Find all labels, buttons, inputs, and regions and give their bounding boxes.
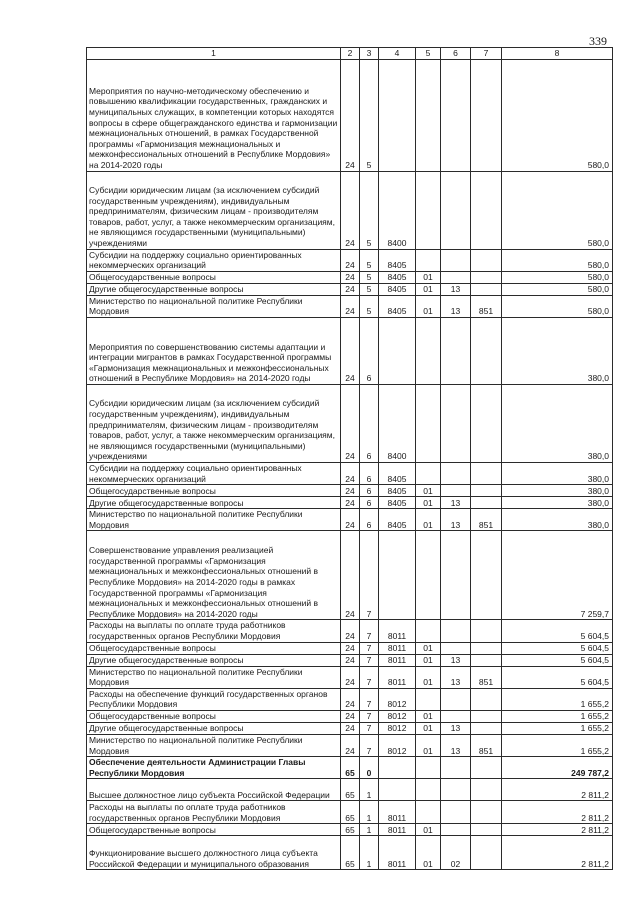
row-code-cell <box>416 620 441 642</box>
row-code-cell: 8405 <box>379 462 416 484</box>
row-code-cell: 1 <box>360 801 379 824</box>
row-code-cell: 7 <box>360 734 379 756</box>
row-code-cell: 8011 <box>379 836 416 870</box>
row-code-cell <box>471 59 502 171</box>
row-code-cell: 6 <box>360 317 379 384</box>
row-code-cell: 24 <box>341 249 360 271</box>
row-name-cell: Общегосударственные вопросы <box>87 824 341 836</box>
table-row <box>87 497 613 509</box>
table-row <box>87 666 613 688</box>
row-sum-cell: 1 655,2 <box>502 710 613 722</box>
row-code-cell <box>416 317 441 384</box>
row-code-cell <box>471 779 502 801</box>
header-cell: 8 <box>502 48 613 60</box>
row-code-cell <box>441 271 471 283</box>
row-code-cell <box>471 688 502 710</box>
row-sum-cell: 7 259,7 <box>502 531 613 620</box>
row-code-cell <box>416 384 441 462</box>
row-code-cell: 24 <box>341 688 360 710</box>
row-code-cell <box>416 249 441 271</box>
header-cell: 2 <box>341 48 360 60</box>
row-code-cell <box>471 271 502 283</box>
row-name-cell: Субсидии юридическим лицам (за исключением субсидий государственным учреждениям), индивидуальным предпринимателям, физическим лицам - производителям товаров, работ, услуг, а также некоммерческим организациям, не являющимся государственными (муниципальными) учреждениями <box>87 171 341 249</box>
row-code-cell <box>441 779 471 801</box>
table-row <box>87 801 613 824</box>
row-code-cell <box>416 531 441 620</box>
row-code-cell: 851 <box>471 509 502 531</box>
row-code-cell <box>441 824 471 836</box>
row-code-cell: 8012 <box>379 722 416 734</box>
table-row <box>87 734 613 756</box>
row-code-cell: 5 <box>360 283 379 295</box>
row-code-cell <box>416 779 441 801</box>
row-name-cell: Расходы на выплаты по оплате труда работников государственных органов Республики Мордовия <box>87 620 341 642</box>
header-cell: 5 <box>416 48 441 60</box>
row-sum-cell: 2 811,2 <box>502 779 613 801</box>
row-code-cell: 851 <box>471 295 502 317</box>
row-code-cell <box>416 59 441 171</box>
row-code-cell <box>441 317 471 384</box>
row-code-cell <box>379 59 416 171</box>
row-code-cell: 24 <box>341 485 360 497</box>
table-row <box>87 462 613 484</box>
row-code-cell: 01 <box>416 295 441 317</box>
row-code-cell <box>416 171 441 249</box>
table-header-row <box>87 48 613 60</box>
row-code-cell: 65 <box>341 801 360 824</box>
row-code-cell: 01 <box>416 642 441 654</box>
table-row <box>87 824 613 836</box>
row-code-cell: 24 <box>341 462 360 484</box>
table-row <box>87 295 613 317</box>
row-code-cell: 24 <box>341 295 360 317</box>
row-name-cell: Общегосударственные вопросы <box>87 485 341 497</box>
row-name-cell: Министерство по национальной политике Республики Мордовия <box>87 666 341 688</box>
row-sum-cell: 580,0 <box>502 295 613 317</box>
row-code-cell: 8400 <box>379 171 416 249</box>
row-code-cell: 13 <box>441 283 471 295</box>
row-code-cell: 24 <box>341 734 360 756</box>
row-code-cell: 8400 <box>379 384 416 462</box>
row-code-cell: 01 <box>416 710 441 722</box>
table-row <box>87 642 613 654</box>
row-code-cell <box>441 642 471 654</box>
row-code-cell <box>471 722 502 734</box>
row-code-cell: 24 <box>341 710 360 722</box>
row-code-cell <box>471 531 502 620</box>
row-code-cell: 24 <box>341 384 360 462</box>
row-sum-cell: 1 655,2 <box>502 722 613 734</box>
row-code-cell <box>441 801 471 824</box>
row-code-cell: 5 <box>360 59 379 171</box>
row-code-cell: 01 <box>416 509 441 531</box>
row-code-cell <box>471 462 502 484</box>
row-sum-cell: 580,0 <box>502 249 613 271</box>
row-code-cell <box>416 801 441 824</box>
row-code-cell: 8405 <box>379 295 416 317</box>
row-code-cell <box>441 757 471 779</box>
header-cell: 1 <box>87 48 341 60</box>
row-code-cell: 7 <box>360 654 379 666</box>
row-code-cell: 01 <box>416 836 441 870</box>
row-code-cell <box>416 757 441 779</box>
row-code-cell <box>471 249 502 271</box>
row-code-cell <box>471 642 502 654</box>
row-code-cell <box>416 462 441 484</box>
row-sum-cell: 380,0 <box>502 485 613 497</box>
table-row <box>87 836 613 870</box>
row-name-cell: Расходы на обеспечение функций государственных органов Республики Мордовия <box>87 688 341 710</box>
row-name-cell: Другие общегосударственные вопросы <box>87 654 341 666</box>
row-name-cell: Совершенствование управления реализацией государственной программы «Гармонизация межнациональных и межконфессиональных отношений в Республике Мордовия» на 2014-2020 годы в рамках Государственной программы «Гармонизация межнациональных и межконфессиональных отношений в Республике Мордовия» на 2014-2020 годы <box>87 531 341 620</box>
row-sum-cell: 5 604,5 <box>502 620 613 642</box>
row-code-cell: 24 <box>341 509 360 531</box>
row-code-cell <box>471 801 502 824</box>
row-code-cell: 24 <box>341 317 360 384</box>
table-row <box>87 531 613 620</box>
row-code-cell: 8012 <box>379 688 416 710</box>
row-code-cell: 8405 <box>379 283 416 295</box>
row-code-cell: 6 <box>360 462 379 484</box>
row-name-cell: Субсидии на поддержку социально ориентированных некоммерческих организаций <box>87 249 341 271</box>
row-code-cell: 8405 <box>379 485 416 497</box>
row-code-cell: 24 <box>341 666 360 688</box>
row-code-cell: 1 <box>360 836 379 870</box>
row-sum-cell: 580,0 <box>502 59 613 171</box>
row-code-cell: 8011 <box>379 666 416 688</box>
table-row <box>87 271 613 283</box>
row-code-cell: 7 <box>360 666 379 688</box>
table-row <box>87 722 613 734</box>
row-sum-cell: 5 604,5 <box>502 654 613 666</box>
row-code-cell <box>379 531 416 620</box>
row-sum-cell: 380,0 <box>502 462 613 484</box>
row-code-cell <box>441 384 471 462</box>
row-code-cell: 1 <box>360 779 379 801</box>
row-name-cell: Общегосударственные вопросы <box>87 642 341 654</box>
row-code-cell: 24 <box>341 642 360 654</box>
row-code-cell: 65 <box>341 836 360 870</box>
row-code-cell: 01 <box>416 497 441 509</box>
row-code-cell <box>379 317 416 384</box>
row-code-cell: 8011 <box>379 654 416 666</box>
row-code-cell: 24 <box>341 654 360 666</box>
table-row <box>87 509 613 531</box>
row-code-cell: 8405 <box>379 271 416 283</box>
row-name-cell: Другие общегосударственные вопросы <box>87 283 341 295</box>
row-code-cell: 851 <box>471 666 502 688</box>
row-code-cell <box>379 757 416 779</box>
row-code-cell: 5 <box>360 295 379 317</box>
table-row <box>87 317 613 384</box>
header-cell: 6 <box>441 48 471 60</box>
header-cell: 7 <box>471 48 502 60</box>
row-code-cell: 7 <box>360 710 379 722</box>
row-code-cell: 7 <box>360 531 379 620</box>
row-code-cell <box>441 485 471 497</box>
row-name-cell: Расходы на выплаты по оплате труда работников государственных органов Республики Мордовия <box>87 801 341 824</box>
row-code-cell: 5 <box>360 249 379 271</box>
table-body <box>87 48 613 870</box>
row-code-cell: 24 <box>341 620 360 642</box>
row-code-cell: 8405 <box>379 497 416 509</box>
row-sum-cell: 580,0 <box>502 171 613 249</box>
row-code-cell <box>441 249 471 271</box>
row-code-cell: 13 <box>441 666 471 688</box>
row-code-cell <box>471 485 502 497</box>
row-code-cell <box>471 384 502 462</box>
row-code-cell <box>441 710 471 722</box>
row-code-cell <box>471 497 502 509</box>
row-sum-cell: 2 811,2 <box>502 824 613 836</box>
row-sum-cell: 2 811,2 <box>502 801 613 824</box>
row-code-cell: 01 <box>416 666 441 688</box>
row-sum-cell: 380,0 <box>502 509 613 531</box>
table-row <box>87 757 613 779</box>
row-code-cell <box>441 59 471 171</box>
row-code-cell: 8012 <box>379 734 416 756</box>
row-code-cell: 13 <box>441 509 471 531</box>
row-code-cell: 13 <box>441 497 471 509</box>
row-name-cell: Субсидии на поддержку социально ориентированных некоммерческих организаций <box>87 462 341 484</box>
row-code-cell: 8405 <box>379 509 416 531</box>
row-code-cell: 65 <box>341 757 360 779</box>
row-code-cell: 01 <box>416 283 441 295</box>
row-code-cell <box>441 620 471 642</box>
row-code-cell: 24 <box>341 497 360 509</box>
page-number: 339 <box>589 34 607 48</box>
row-code-cell: 7 <box>360 688 379 710</box>
row-code-cell: 24 <box>341 171 360 249</box>
row-name-cell: Функционирование высшего должностного лица субъекта Российской Федерации и муниципального образования <box>87 836 341 870</box>
row-name-cell: Другие общегосударственные вопросы <box>87 722 341 734</box>
row-code-cell: 01 <box>416 824 441 836</box>
row-name-cell: Мероприятия по совершенствованию системы адаптации и интеграции мигрантов в рамках Государственной программы «Гармонизация межнациональных и межконфессиональных отношений в Республике Мордовия» на 2014-2020 годы <box>87 317 341 384</box>
row-code-cell: 13 <box>441 295 471 317</box>
row-code-cell: 5 <box>360 171 379 249</box>
row-code-cell: 24 <box>341 531 360 620</box>
row-name-cell: Министерство по национальной политике Республики Мордовия <box>87 295 341 317</box>
row-code-cell: 13 <box>441 722 471 734</box>
row-sum-cell: 5 604,5 <box>502 642 613 654</box>
row-code-cell <box>471 710 502 722</box>
row-code-cell <box>471 620 502 642</box>
row-code-cell <box>471 824 502 836</box>
table-row <box>87 654 613 666</box>
row-code-cell <box>379 779 416 801</box>
row-code-cell: 8011 <box>379 801 416 824</box>
table-row <box>87 384 613 462</box>
row-code-cell: 6 <box>360 384 379 462</box>
table-row <box>87 59 613 171</box>
row-code-cell: 02 <box>441 836 471 870</box>
row-name-cell: Высшее должностное лицо субъекта Российской Федерации <box>87 779 341 801</box>
row-sum-cell: 580,0 <box>502 271 613 283</box>
row-sum-cell: 1 655,2 <box>502 688 613 710</box>
row-code-cell: 8405 <box>379 249 416 271</box>
row-code-cell: 13 <box>441 654 471 666</box>
row-code-cell: 01 <box>416 734 441 756</box>
row-code-cell <box>416 688 441 710</box>
row-name-cell: Общегосударственные вопросы <box>87 710 341 722</box>
row-code-cell: 7 <box>360 722 379 734</box>
row-code-cell: 01 <box>416 654 441 666</box>
row-code-cell: 1 <box>360 824 379 836</box>
table-row <box>87 620 613 642</box>
row-sum-cell: 580,0 <box>502 283 613 295</box>
row-code-cell: 7 <box>360 620 379 642</box>
row-code-cell <box>471 836 502 870</box>
row-code-cell: 65 <box>341 824 360 836</box>
row-code-cell: 24 <box>341 283 360 295</box>
row-code-cell <box>471 654 502 666</box>
row-code-cell: 8011 <box>379 824 416 836</box>
budget-table <box>86 47 613 870</box>
row-code-cell: 851 <box>471 734 502 756</box>
row-code-cell: 24 <box>341 722 360 734</box>
row-sum-cell: 5 604,5 <box>502 666 613 688</box>
row-code-cell: 01 <box>416 271 441 283</box>
table-row <box>87 283 613 295</box>
row-code-cell: 6 <box>360 485 379 497</box>
row-name-cell: Мероприятия по научно-методическому обеспечению и повышению квалификации государственных, гражданских и муниципальных служащих, в компетенции которых находятся вопросы в сфере общегражданского единства и гармонизации межнациональных отношений, в рамках Государственной программы «Гармонизация межнациональных и межконфессиональных отношений в Республике Мордовия» на 2014-2020 годы <box>87 59 341 171</box>
row-code-cell: 24 <box>341 59 360 171</box>
row-name-cell: Обеспечение деятельности Администрации Главы Республики Мордовия <box>87 757 341 779</box>
row-code-cell <box>471 317 502 384</box>
row-code-cell: 24 <box>341 271 360 283</box>
row-sum-cell: 380,0 <box>502 497 613 509</box>
row-name-cell: Субсидии юридическим лицам (за исключением субсидий государственным учреждениям), индивидуальным предпринимателям, физическим лицам - производителям товаров, работ, услуг, а также некоммерческим организациям, не являющимся государственными (муниципальными) учреждениями <box>87 384 341 462</box>
table-row <box>87 688 613 710</box>
row-code-cell: 01 <box>416 722 441 734</box>
row-name-cell: Министерство по национальной политике Республики Мордовия <box>87 734 341 756</box>
row-sum-cell: 2 811,2 <box>502 836 613 870</box>
row-code-cell: 01 <box>416 485 441 497</box>
row-code-cell <box>471 757 502 779</box>
row-code-cell: 6 <box>360 509 379 531</box>
row-code-cell <box>441 171 471 249</box>
row-code-cell: 7 <box>360 642 379 654</box>
row-code-cell: 0 <box>360 757 379 779</box>
row-code-cell: 65 <box>341 779 360 801</box>
header-cell: 3 <box>360 48 379 60</box>
row-code-cell <box>441 531 471 620</box>
row-name-cell: Общегосударственные вопросы <box>87 271 341 283</box>
row-sum-cell: 1 655,2 <box>502 734 613 756</box>
row-name-cell: Другие общегосударственные вопросы <box>87 497 341 509</box>
table-row <box>87 710 613 722</box>
row-code-cell: 8012 <box>379 710 416 722</box>
row-sum-cell: 380,0 <box>502 317 613 384</box>
row-code-cell <box>471 283 502 295</box>
row-code-cell: 8011 <box>379 620 416 642</box>
row-code-cell <box>441 688 471 710</box>
table-row <box>87 779 613 801</box>
row-sum-cell: 249 787,2 <box>502 757 613 779</box>
row-name-cell: Министерство по национальной политике Республики Мордовия <box>87 509 341 531</box>
row-code-cell: 6 <box>360 497 379 509</box>
table-row <box>87 249 613 271</box>
row-code-cell: 8011 <box>379 642 416 654</box>
header-cell: 4 <box>379 48 416 60</box>
row-code-cell: 5 <box>360 271 379 283</box>
table-row <box>87 171 613 249</box>
table-row <box>87 485 613 497</box>
row-sum-cell: 380,0 <box>502 384 613 462</box>
row-code-cell: 13 <box>441 734 471 756</box>
row-code-cell <box>441 462 471 484</box>
row-code-cell <box>471 171 502 249</box>
